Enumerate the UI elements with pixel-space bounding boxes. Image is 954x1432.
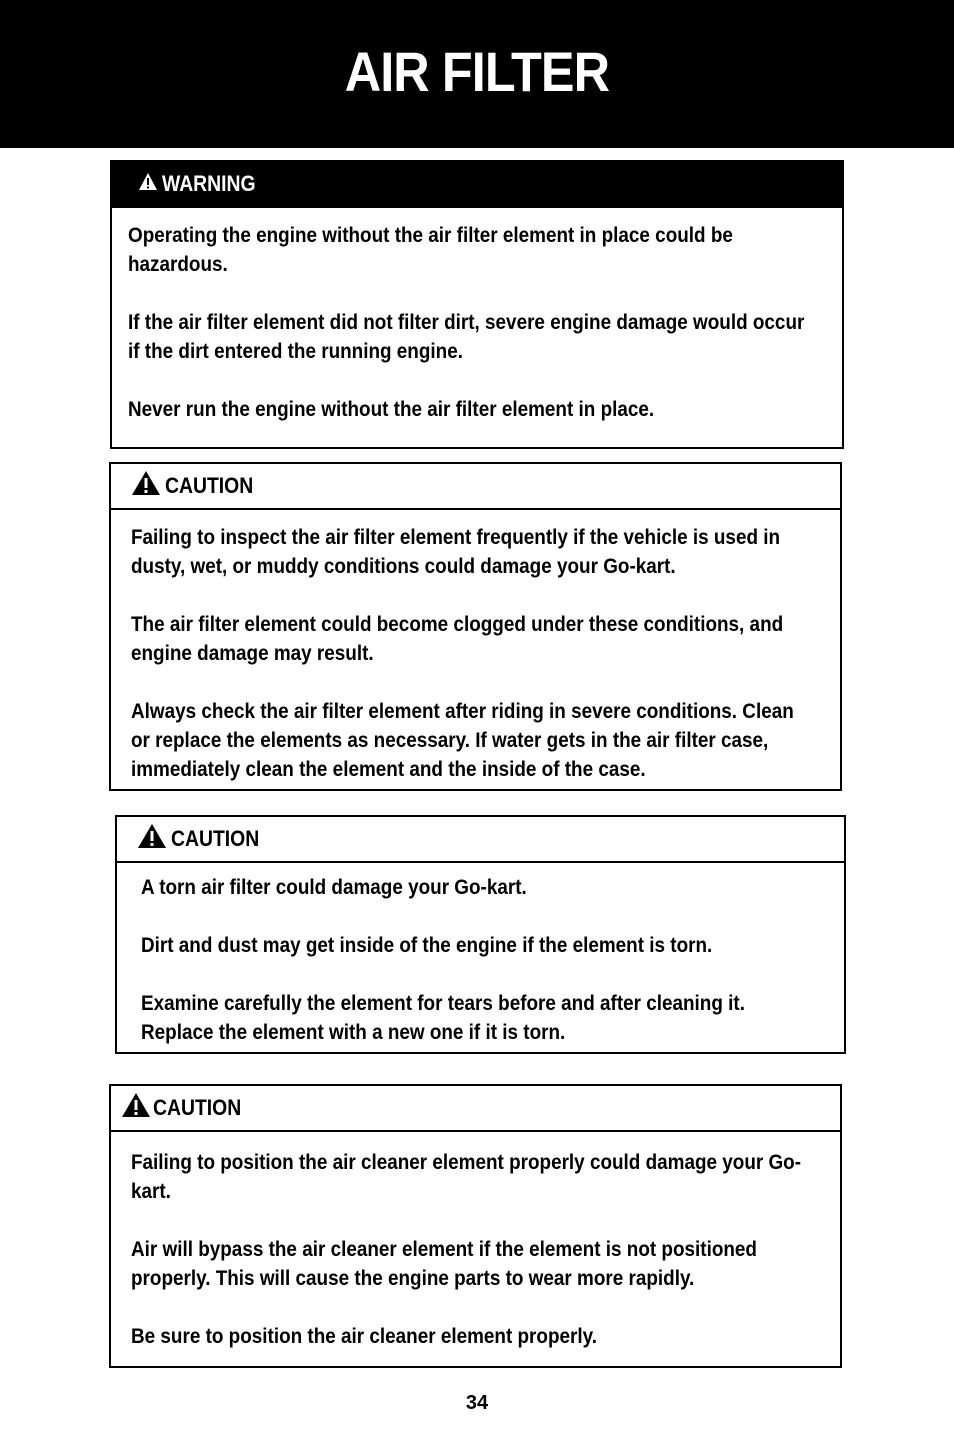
warning-header	[112, 162, 842, 208]
warning-paragraph: Operating the engine without the air filter element in place could be hazardous.	[128, 224, 733, 276]
caution-paragraph: Dirt and dust may get inside of the engine if the element is torn.	[141, 934, 713, 957]
warning-heading: WARNING	[162, 171, 256, 196]
header-bar	[0, 0, 954, 148]
caution-heading-3: CAUTION	[153, 1095, 242, 1120]
caution-heading-2: CAUTION	[171, 826, 260, 851]
caution-body-3	[111, 1132, 840, 1351]
caution-paragraph: Air will bypass the air cleaner element if the element is not positioned properly. This will cause the engine parts to wear more rapidly.	[131, 1238, 757, 1290]
caution-header-1	[111, 464, 840, 510]
caution-box-3	[109, 1084, 842, 1368]
caution-paragraph: Be sure to position the air cleaner element properly.	[131, 1325, 597, 1348]
caution-header-2	[117, 817, 844, 863]
caution-triangle-icon	[131, 470, 161, 502]
caution-body-2	[117, 863, 844, 1047]
warning-box	[110, 160, 844, 449]
caution-paragraph: A torn air filter could damage your Go-kart.	[141, 876, 527, 899]
caution-box-2	[115, 815, 846, 1054]
caution-paragraph: Always check the air filter element after riding in severe conditions. Clean or replace the elements as necessary. If water gets in the air filter case, immediately clean the element and the inside of the case.	[131, 700, 794, 781]
caution-heading-1: CAUTION	[165, 473, 254, 498]
warning-triangle-icon	[138, 171, 158, 197]
caution-paragraph: Failing to inspect the air filter element frequently if the vehicle is used in dusty, wet, or muddy conditions could damage your Go-kart.	[131, 526, 781, 578]
caution-triangle-icon	[137, 823, 167, 855]
page-title: AIR FILTER	[344, 39, 610, 103]
caution-header-3	[111, 1086, 840, 1132]
warning-paragraph: Never run the engine without the air filter element in place.	[128, 398, 655, 421]
warning-body	[112, 208, 842, 424]
caution-paragraph: Failing to position the air cleaner element properly could damage your Go-kart.	[131, 1151, 802, 1203]
caution-paragraph: Examine carefully the element for tears before and after cleaning it. Replace the element with a new one if it is torn.	[141, 992, 745, 1044]
page-number: 34	[465, 1392, 489, 1414]
caution-triangle-icon	[121, 1092, 151, 1124]
caution-body-1	[111, 510, 840, 784]
caution-paragraph: The air filter element could become clogged under these conditions, and engine damage may result.	[131, 613, 784, 665]
warning-paragraph: If the air filter element did not filter dirt, severe engine damage would occur if the dirt entered the running engine.	[128, 311, 805, 363]
caution-box-1	[109, 462, 842, 791]
